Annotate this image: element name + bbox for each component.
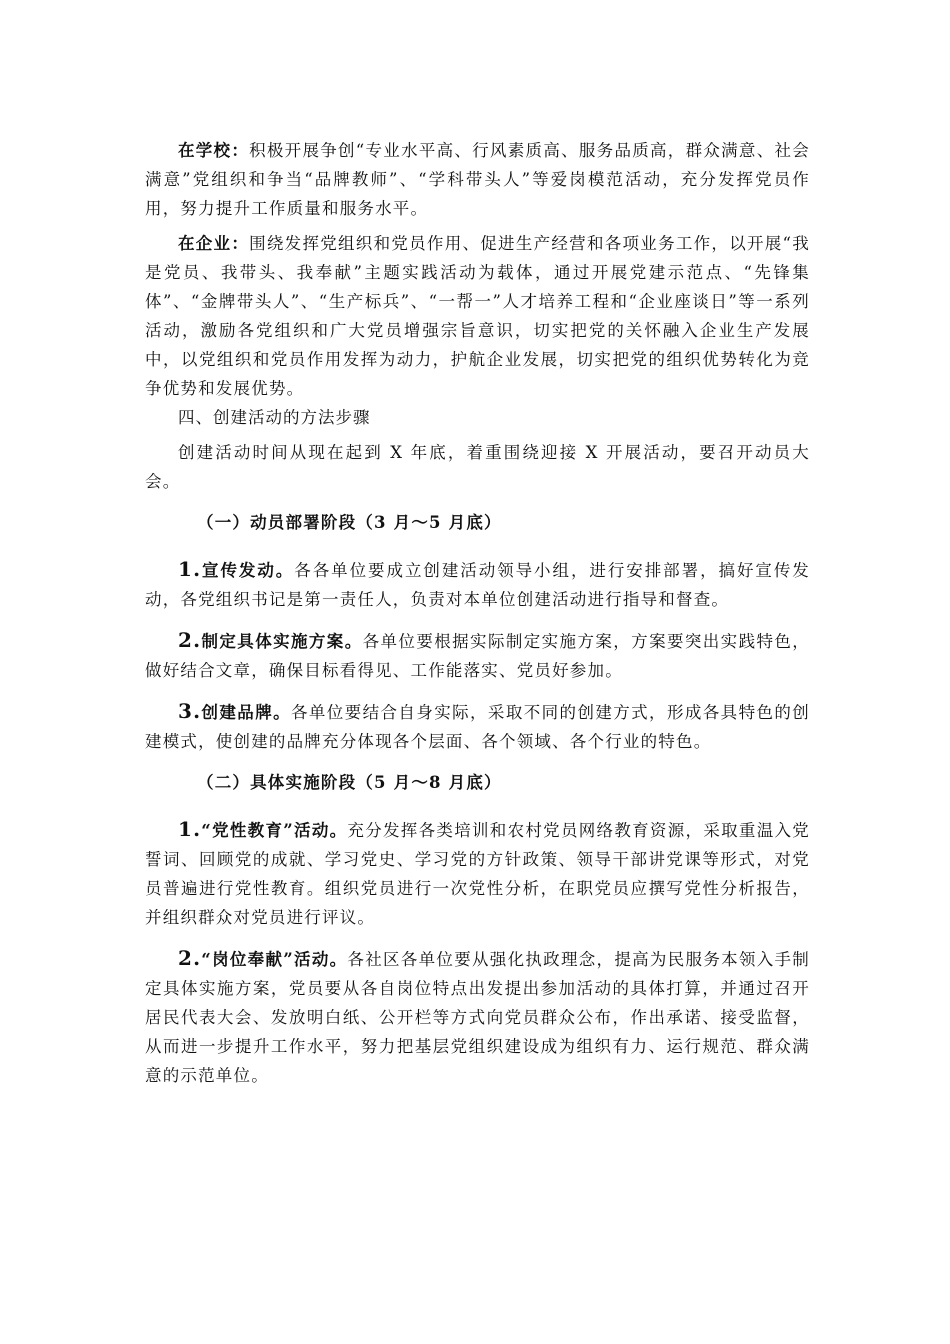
enterprise-paragraph [145,229,810,403]
item-number: 2. [178,946,202,970]
school-paragraph [145,136,810,223]
enterprise-label: 在企业： [178,234,250,253]
item-title: 宣传发动。 [201,561,295,580]
item-title: “党性教育”活动。 [201,821,348,840]
document-page [145,136,810,1090]
item-number: 1. [178,817,202,841]
phase1-item-1 [145,555,810,614]
enterprise-text: 围绕发挥党组织和党员作用、促进生产经营和各项业务工作，以开展“我是党员、我带头、我奉献”主题实践活动为载体，通过开展党建示范点、“先锋集体”、“金牌带头人”、“生产标兵”、“一帮一”人才培养工程和“企业座谈日”等一系列活动，激励各党组织和广大党员增强宗旨意识，切实把党的关怀融入企业生产发展中，以党组织和党员作用发挥为动力，护航企业发展，切实把党的组织优势转化为竞争优势和发展优势。 [145,234,810,398]
item-text: 各社区各单位要从强化执政理念，提高为民服务本领入手制定具体实施方案，党员要从各自岗位特点出发提出参加活动的具体打算，并通过召开居民代表大会、发放明白纸、公开栏等方式向党员群众公布，作出承诺、接受监督，从而进一步提升工作水平，努力把基层党组织建设成为组织有力、运行规范、群众满意的示范单位。 [145,950,810,1085]
item-title: 创建品牌。 [201,703,291,722]
school-label: 在学校： [178,141,250,160]
school-text: 积极开展争创“专业水平高、行风素质高、服务品质高，群众满意、社会满意”党组织和争当“品牌教师”、“学科带头人”等爱岗模范活动，充分发挥党员作用，努力提升工作质量和服务水平。 [145,141,810,218]
section-heading: 四、创建活动的方法步骤 [178,408,371,427]
phase2-item-2 [145,944,810,1090]
item-text: 各单位要根据实际制定实施方案，方案要突出实践特色，做好结合文章，确保目标看得见、工作能落实、党员好参加。 [145,632,810,680]
section-intro: 创建活动时间从现在起到 X 年底，着重围绕迎接 X 开展活动，要召开动员大会。 [145,443,810,491]
phase2-item-1 [145,815,810,932]
item-title: 制定具体实施方案。 [201,632,363,651]
item-number: 1. [178,557,202,581]
phase1-item-2 [145,626,810,685]
phase2-heading: （二）具体实施阶段（5 月～8 月底） [197,773,502,792]
item-number: 2. [178,628,202,652]
phase1-heading: （一）动员部署阶段（3 月～5 月底） [197,513,502,532]
item-title: “岗位奉献”活动。 [201,950,348,969]
item-text: 各各单位要成立创建活动领导小组，进行安排部署，搞好宣传发动，各党组织书记是第一责任人，负责对本单位创建活动进行指导和督查。 [145,561,811,609]
item-text: 各单位要结合自身实际，采取不同的创建方式，形成各具特色的创建模式，使创建的品牌充分体现各个层面、各个领域、各个行业的特色。 [145,703,810,751]
item-text: 充分发挥各类培训和农村党员网络教育资源，采取重温入党誓词、回顾党的成就、学习党史、学习党的方针政策、领导干部讲党课等形式，对党员普遍进行党性教育。组织党员进行一次党性分析，在职党员应撰写党性分析报告，并组织群众对党员进行评议。 [145,821,810,927]
item-number: 3. [178,699,202,723]
phase1-item-3 [145,697,810,756]
